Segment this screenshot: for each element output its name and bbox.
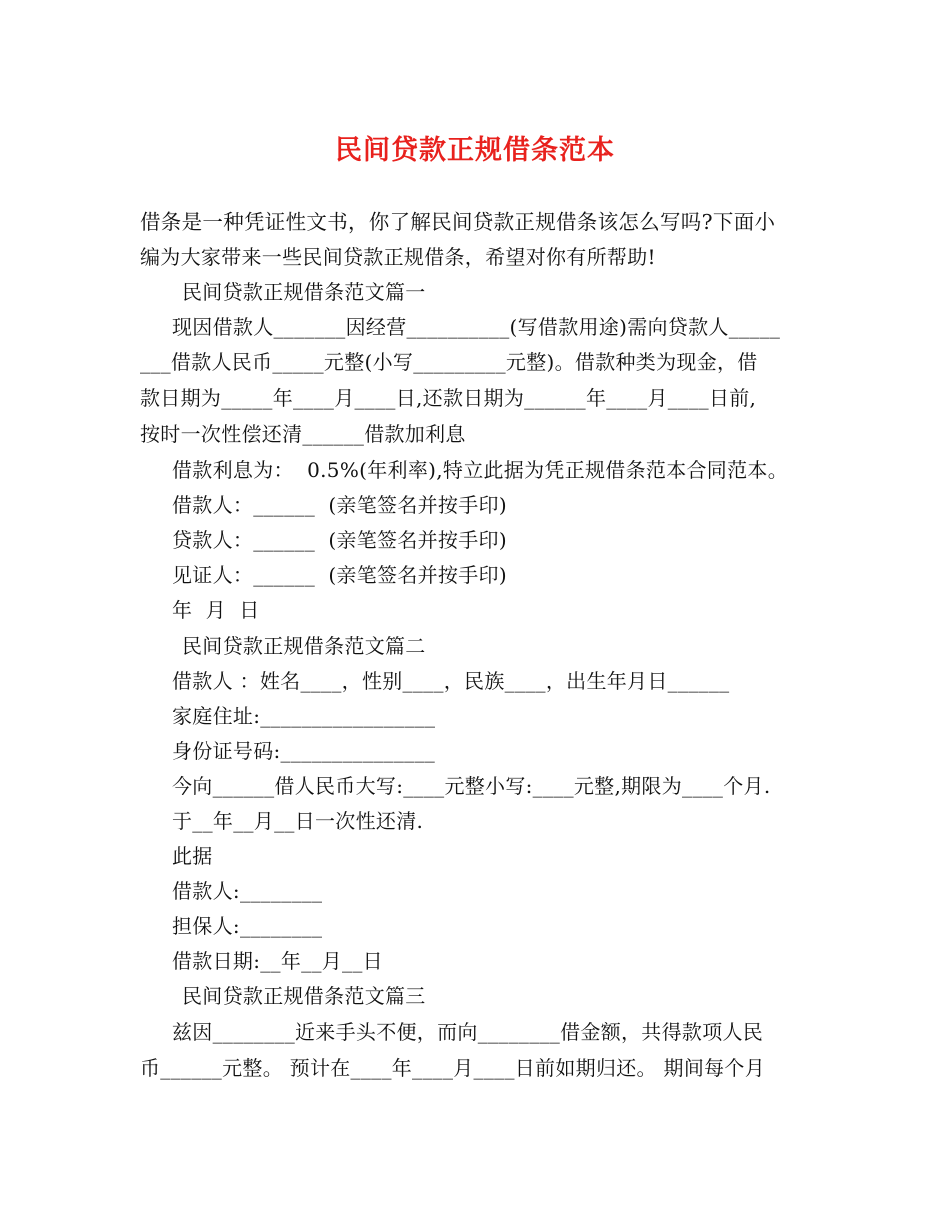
section-heading-3: 民间贷款正规借条范文篇三 (182, 984, 426, 1008)
document-title: 民间贷款正规借条范本 (335, 135, 615, 166)
paragraph-line: 身份证号码:_______________ (172, 739, 436, 763)
signature-line-guarantor: 担保人:________ (172, 914, 323, 938)
signature-line-borrower: 借款人:________ (172, 879, 323, 903)
paragraph-line: 编为大家带来一些民间贷款正规借条，希望对你有所帮助! (140, 245, 656, 269)
signature-line-borrower: 借款人：______ (亲笔签名并按手印) (172, 493, 507, 517)
signature-line-lender: 贷款人：______ (亲笔签名并按手印) (172, 528, 507, 552)
paragraph-line: 家庭住址:_________________ (172, 704, 436, 728)
paragraph-line: 款日期为_____年____月____日,还款日期为______年____月____日前, (140, 386, 757, 410)
paragraph-line: 于__年__月__日一次性还清. (172, 809, 424, 833)
date-line: 年 月 日 (172, 598, 260, 622)
paragraph-line: 现因借款人_______因经营__________(写借款用途)需向贷款人_____ (172, 315, 781, 339)
paragraph-line: ___借款人民币_____元整(小写_________元整)。借款种类为现金，借 (140, 350, 758, 374)
paragraph-line: 借款利息为： 0.5%(年利率),特立此据为凭正规借条范本合同范本。 (172, 458, 788, 482)
paragraph-line: 借条是一种凭证性文书，你了解民间贷款正规借条该怎么写吗?下面小 (140, 210, 776, 234)
paragraph-line: 此据 (172, 844, 213, 868)
date-line: 借款日期:__年__月__日 (172, 949, 383, 973)
paragraph-line: 按时一次性偿还清______借款加利息 (140, 422, 466, 446)
section-heading-2: 民间贷款正规借条范文篇二 (182, 634, 426, 658)
paragraph-line: 币______元整。 预计在____年____月____日前如期归还。 期间每个月 (140, 1056, 766, 1080)
section-heading-1: 民间贷款正规借条范文篇一 (182, 280, 426, 304)
signature-line-witness: 见证人：______ (亲笔签名并按手印) (172, 563, 507, 587)
paragraph-line: 今向______借人民币大写:____元整小写:____元整,期限为____个月. (172, 774, 771, 798)
paragraph-line: 借款人 ：姓名____，性别____，民族____，出生年月日______ (172, 669, 730, 693)
paragraph-line: 兹因________近来手头不便，而向________借金额，共得款项人民 (172, 1020, 764, 1044)
